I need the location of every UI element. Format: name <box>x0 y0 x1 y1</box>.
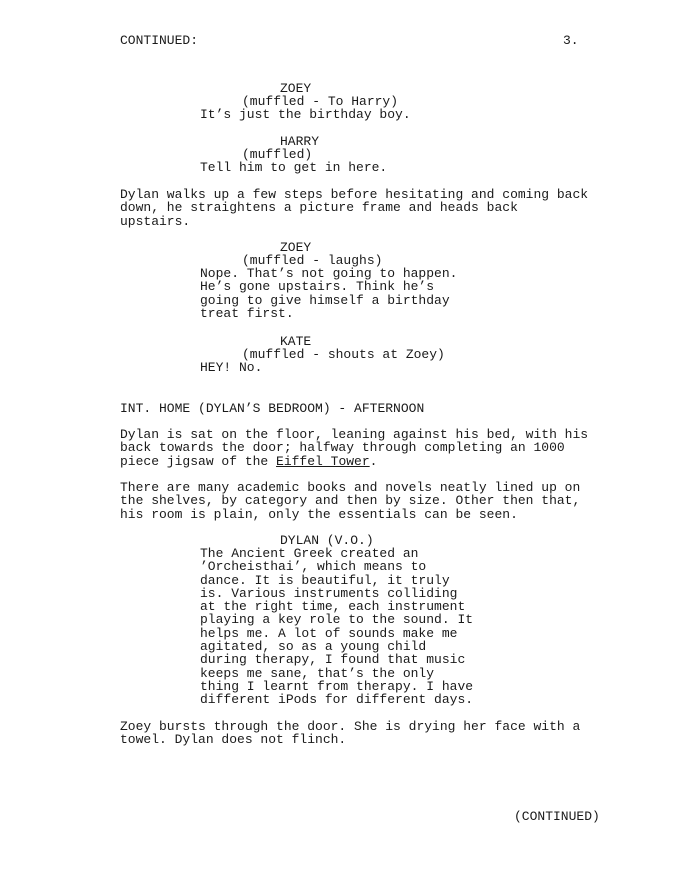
dialogue-line: thing I learnt from therapy. I have <box>200 678 474 694</box>
scene-heading: INT. HOME (DYLAN’S BEDROOM) - AFTERNOON <box>120 401 425 416</box>
dialogue-line: going to give himself a birthday <box>200 292 450 308</box>
dialogue-line: The Ancient Greek created an <box>200 546 419 561</box>
action-line: Dylan walks up a few steps before hesitating and coming back <box>120 187 589 202</box>
action-line: the shelves, by category and then by size. Other then that, <box>120 493 581 509</box>
dialogue-line: dance. It is beautiful, it truly <box>200 572 450 588</box>
dialogue-line: treat first. <box>200 305 294 321</box>
dialogue-line: at the right time, each instrument <box>200 599 466 615</box>
parenthetical: (muffled - laughs) <box>242 253 383 268</box>
dialogue-line: Nope. That’s not going to happen. <box>200 266 458 281</box>
character-cue-zoey: ZOEY <box>280 240 312 255</box>
dialogue-line: different iPods for different days. <box>200 692 474 708</box>
dialogue-line: He’s gone upstairs. Think he’s <box>200 279 435 295</box>
dialogue-line: HEY! No. <box>200 360 263 375</box>
dialogue-block <box>200 267 457 320</box>
header-continued: CONTINUED: <box>120 33 199 48</box>
action-line: Dylan is sat on the floor, leaning against his bed, with his <box>120 427 589 442</box>
action-line: Zoey bursts through the door. She is drying her face with a <box>120 719 581 734</box>
action-line: upstairs. <box>120 213 191 229</box>
dialogue-line: during therapy, I found that music <box>200 652 466 668</box>
dialogue-line: It’s just the birthday boy. <box>200 107 411 122</box>
dialogue-line: Tell him to get in here. <box>200 160 388 175</box>
dialogue-line: keeps me sane, that’s the only <box>200 665 435 681</box>
action-text: piece jigsaw of the <box>120 453 277 469</box>
dialogue-line: agitated, so as a young child <box>200 639 427 655</box>
action-block <box>120 720 580 747</box>
dialogue-line: is. Various instruments colliding <box>200 585 458 601</box>
underlined-text: Eiffel Tower <box>276 453 370 469</box>
action-line: There are many academic books and novels neatly lined up on <box>120 480 581 495</box>
action-block <box>120 481 580 521</box>
dialogue-line: ’Orcheisthai’, which means to <box>200 559 427 575</box>
action-line: towel. Dylan does not flinch. <box>120 732 347 748</box>
character-cue-dylan: DYLAN (V.O.) <box>280 533 374 548</box>
dialogue-line: helps me. A lot of sounds make me <box>200 625 458 641</box>
action-block <box>120 188 588 228</box>
parenthetical: (muffled - shouts at Zoey) <box>242 347 445 362</box>
action-line: down, he straightens a picture frame and heads back <box>120 200 518 216</box>
parenthetical: (muffled - To Harry) <box>242 94 399 109</box>
character-cue-harry: HARRY <box>280 134 320 149</box>
page-number: 3. <box>563 33 579 48</box>
action-line: his room is plain, only the essentials can be seen. <box>120 506 518 522</box>
character-cue-zoey: ZOEY <box>280 81 312 96</box>
dialogue-block <box>200 547 473 707</box>
dialogue-line: playing a key role to the sound. It <box>200 612 474 628</box>
action-line: back towards the door; halfway through completing an 1000 <box>120 440 565 456</box>
action-text: . <box>369 453 378 469</box>
action-block <box>120 428 588 468</box>
character-cue-kate: KATE <box>280 334 312 349</box>
footer-continued: (CONTINUED) <box>514 809 600 824</box>
parenthetical: (muffled) <box>242 147 313 162</box>
action-line <box>120 455 588 468</box>
